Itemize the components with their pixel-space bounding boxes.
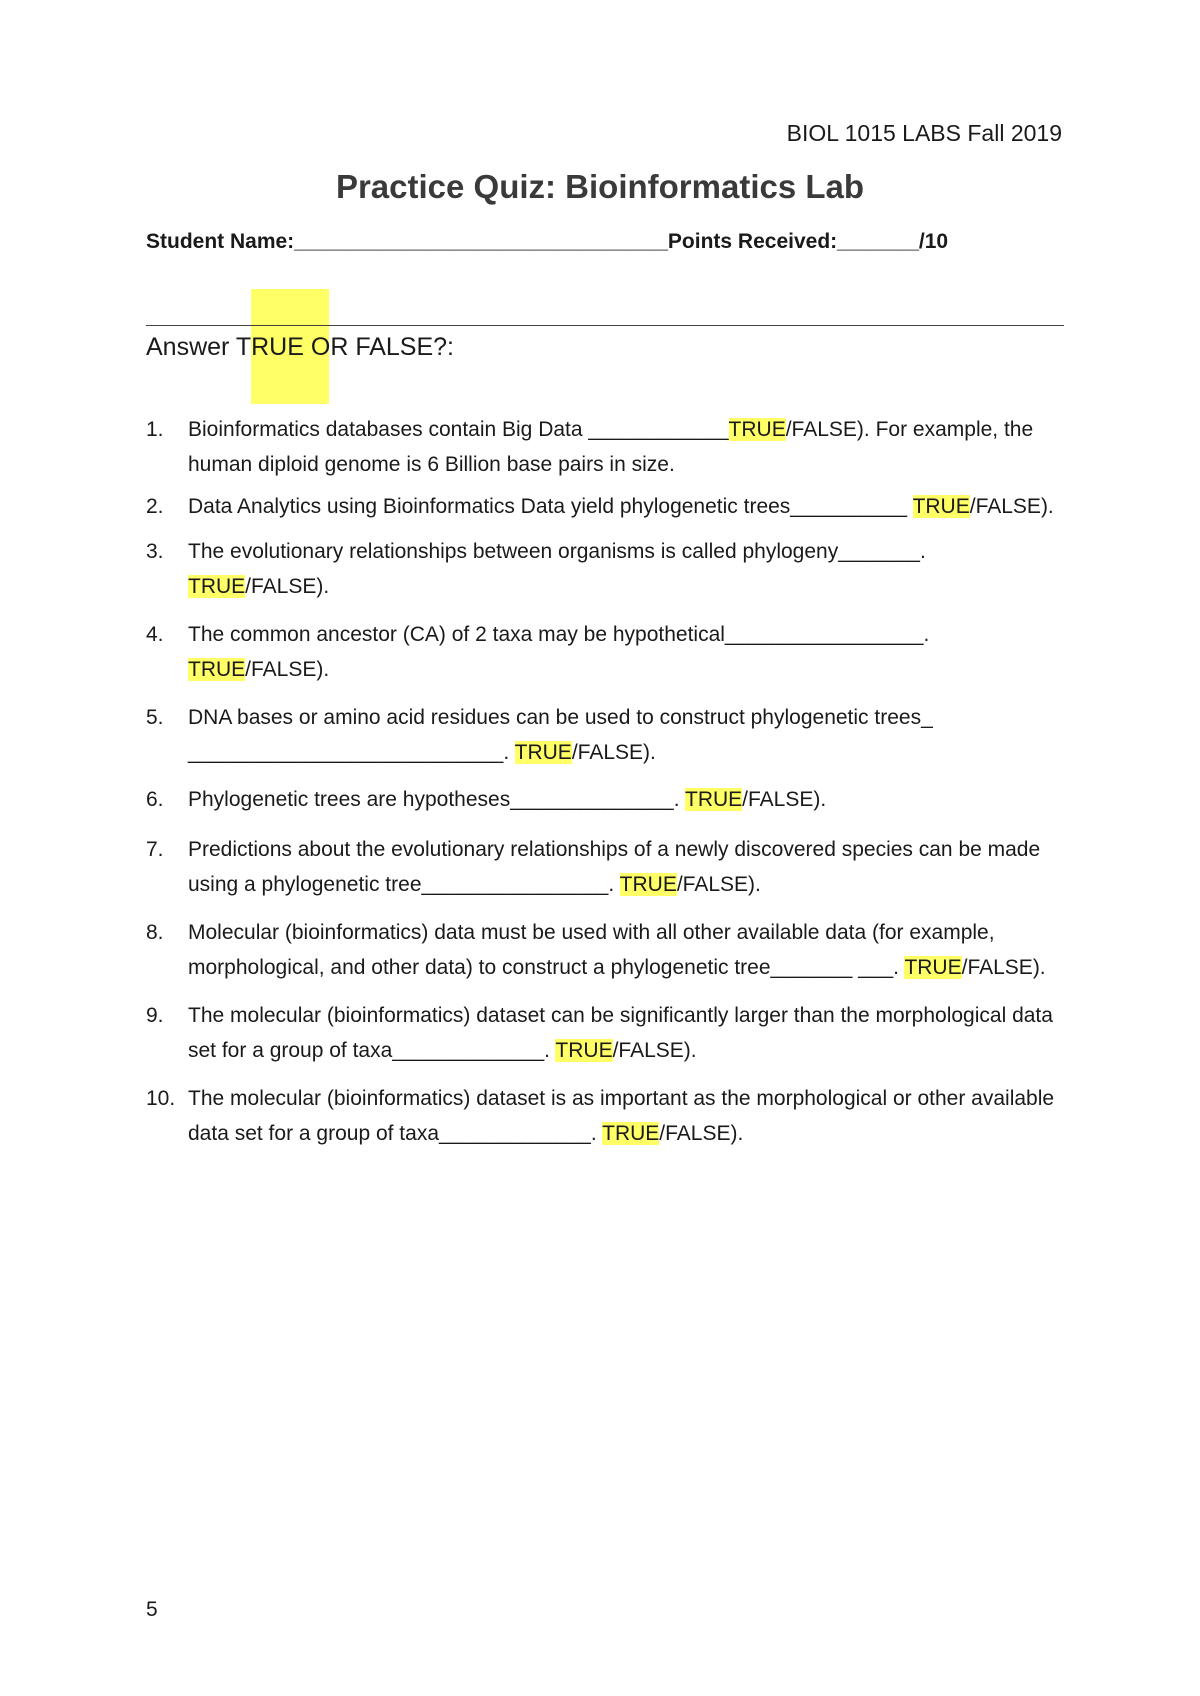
question-text: The common ancestor (CA) of 2 taxa may be hypothetical_________________. bbox=[188, 623, 930, 646]
true-answer: TRUE bbox=[904, 956, 962, 979]
question-item bbox=[146, 617, 1066, 687]
true-answer: TRUE bbox=[685, 788, 743, 811]
course-header: BIOL 1015 LABS Fall 2019 bbox=[786, 120, 1062, 146]
question-number: 6. bbox=[146, 788, 164, 811]
question-tail: /FALSE). bbox=[245, 575, 330, 598]
question-tail: /FALSE). bbox=[571, 741, 656, 764]
question-tail: /FALSE). bbox=[676, 873, 761, 896]
question-text: Molecular (bioinformatics) data must be used with all other available data (for example, morphological, and other data) to construct a phylogenetic tree_______ ___. bbox=[188, 921, 995, 979]
page-number: 5 bbox=[146, 1598, 158, 1621]
question-item bbox=[146, 489, 1066, 524]
true-answer: TRUE bbox=[728, 418, 786, 441]
question-text: DNA bases or amino acid residues can be used to construct phylogenetic trees_ ___________________________. bbox=[188, 706, 933, 764]
question-item bbox=[146, 998, 1066, 1068]
question-tail: /FALSE). bbox=[612, 1039, 697, 1062]
question-item bbox=[146, 782, 1066, 817]
question-tail: /FALSE). bbox=[961, 956, 1046, 979]
student-name-label: Student Name: bbox=[146, 230, 295, 253]
question-text: Predictions about the evolutionary relationships of a newly discovered species can be made using a phylogenetic tree________________. bbox=[188, 838, 1041, 896]
question-number: 7. bbox=[146, 838, 164, 861]
true-answer: TRUE bbox=[912, 495, 970, 518]
question-number: 3. bbox=[146, 540, 164, 563]
page-title: Practice Quiz: Bioinformatics Lab bbox=[335, 168, 865, 205]
question-number: 2. bbox=[146, 495, 164, 518]
question-tail: /FALSE). For example, the human diploid genome is 6 Billion base pairs in size. bbox=[188, 418, 1034, 476]
question-item bbox=[146, 1081, 1066, 1151]
points-blank[interactable]: _______ bbox=[837, 230, 919, 253]
question-list bbox=[146, 412, 1066, 1151]
question-item bbox=[146, 412, 1066, 482]
instructions-heading bbox=[146, 333, 454, 362]
question-item bbox=[146, 700, 1066, 770]
true-answer: TRUE bbox=[188, 575, 246, 598]
true-answer: TRUE bbox=[514, 741, 572, 764]
true-answer: TRUE bbox=[188, 658, 246, 681]
question-text: Data Analytics using Bioinformatics Data yield phylogenetic trees__________ bbox=[188, 495, 913, 518]
instructions-highlight: TRUE bbox=[235, 333, 304, 361]
question-number: 4. bbox=[146, 623, 164, 646]
student-name-blank[interactable]: ________________________________ bbox=[294, 230, 668, 253]
true-answer: TRUE bbox=[602, 1122, 660, 1145]
true-answer: TRUE bbox=[555, 1039, 613, 1062]
instructions-suffix: OR FALSE?: bbox=[303, 333, 454, 361]
question-tail: /FALSE). bbox=[245, 658, 330, 681]
question-tail: /FALSE). bbox=[969, 495, 1054, 518]
instructions-prefix: Answer bbox=[146, 333, 236, 361]
true-answer: TRUE bbox=[619, 873, 677, 896]
question-item bbox=[146, 832, 1066, 902]
question-number: 1. bbox=[146, 418, 164, 441]
question-text: The evolutionary relationships between organisms is called phylogeny_______. bbox=[188, 540, 926, 563]
question-text: Phylogenetic trees are hypotheses______________. bbox=[188, 788, 685, 811]
points-label: Points Received: bbox=[667, 230, 838, 253]
question-number: 9. bbox=[146, 1004, 164, 1027]
question-text: The molecular (bioinformatics) dataset is as important as the morphological or other available data set for a group of taxa_____________. bbox=[188, 1087, 1055, 1145]
question-tail: /FALSE). bbox=[659, 1122, 744, 1145]
student-info-row bbox=[146, 230, 1064, 254]
question-item bbox=[146, 915, 1066, 985]
question-text: The molecular (bioinformatics) dataset can be significantly larger than the morphological data set for a group of taxa_____________. bbox=[188, 1004, 1053, 1062]
question-item bbox=[146, 534, 1066, 604]
question-number: 8. bbox=[146, 921, 164, 944]
question-text: Bioinformatics databases contain Big Data ____________ bbox=[188, 418, 729, 441]
points-total: /10 bbox=[918, 230, 949, 253]
question-number: 5. bbox=[146, 706, 164, 729]
question-tail: /FALSE). bbox=[742, 788, 827, 811]
divider-line bbox=[146, 325, 1064, 326]
question-number: 10. bbox=[146, 1087, 176, 1110]
